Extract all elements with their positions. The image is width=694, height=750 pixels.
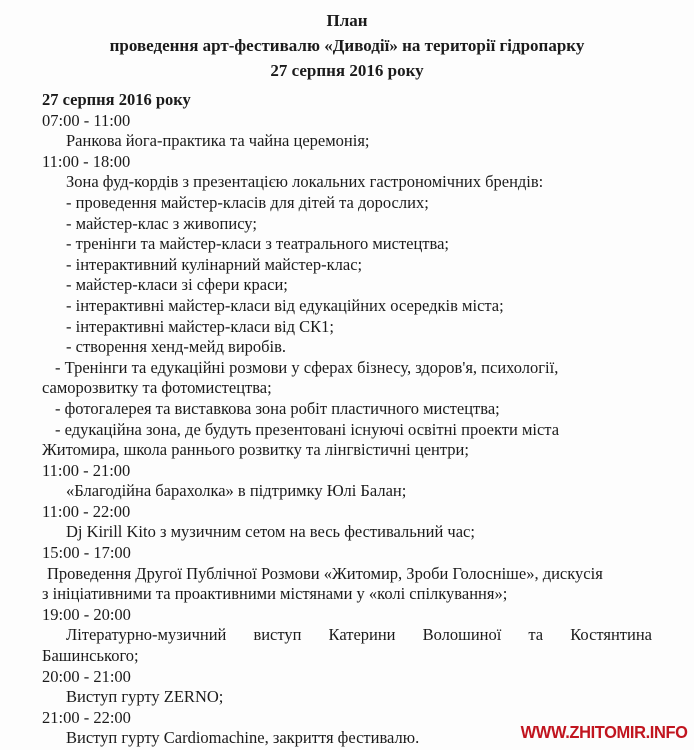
schedule-line-subbullet: - фотогалерея та виставкова зона робіт пластичного мистецтва;: [55, 398, 500, 418]
schedule-line-item: Виступ гурту ZERNO;: [66, 687, 224, 707]
schedule-line-subbullet: - едукаційна зона, де будуть презентовані існуючі освітні проекти міста Житомира, школа раннього розвитку та лінгвістичні центри;: [42, 419, 560, 460]
schedule-line-justify: Літературно-музичний виступ Катерини Волошиної та Костянтина Башинського;: [42, 625, 652, 666]
schedule-line-hang: Проведення Другої Публічної Розмови «Житомир, Зроби Голосніше», дискусія з ініціативними та проактивними містянами у «колі спілкування»;: [42, 563, 603, 604]
schedule-line-subbullet: - Тренінги та едукаційні розмови у сферах бізнесу, здоров'я, психології, саморозвитку та фотомистецтва;: [42, 357, 559, 398]
schedule-line-heading: 27 серпня 2016 року: [42, 90, 191, 109]
schedule-line-item: Зона фуд-кордів з презентацією локальних гастрономічних брендів:: [66, 172, 544, 192]
schedule-line-bullet: - інтерактивні майстер-класи від едукаційних осередків міста;: [66, 295, 504, 315]
schedule-line-time: 21:00 - 22:00: [42, 707, 131, 727]
schedule-line-time: 11:00 - 22:00: [42, 501, 131, 521]
title-line-2: проведення арт-фестивалю «Диводії» на території гідропарку: [109, 36, 585, 55]
schedule-line-time: 07:00 - 11:00: [42, 110, 131, 130]
title-line-1: План: [326, 11, 368, 30]
schedule: [42, 90, 652, 749]
schedule-line-item: «Благодійна барахолка» в підтримку Юлі Балан;: [66, 481, 407, 501]
schedule-line-bullet: - інтерактивні майстер-класи від СК1;: [66, 316, 334, 336]
schedule-line-bullet: - проведення майстер-класів для дітей та дорослих;: [66, 192, 429, 212]
schedule-line-time: 15:00 - 17:00: [42, 543, 131, 563]
schedule-line-item: Виступ гурту Cardiomachine, закриття фестивалю.: [66, 728, 420, 748]
schedule-line-time: 11:00 - 21:00: [42, 460, 131, 480]
schedule-line-bullet: - тренінги та майстер-класи з театрального мистецтва;: [66, 234, 449, 254]
title-line-3: 27 серпня 2016 року: [270, 61, 424, 80]
justified-line: Літературно-музичний виступ Катерини Волошиної та Костянтина: [66, 625, 652, 645]
watermark-text: WWW.ZHITOMIR.INFO: [521, 722, 688, 742]
schedule-line-bullet: - майстер-клас з живопису;: [66, 213, 257, 233]
document-title: [20, 8, 674, 83]
schedule-line-item: Ранкова йога-практика та чайна церемонія;: [66, 131, 370, 151]
schedule-line-time: 11:00 - 18:00: [42, 151, 131, 171]
schedule-line-bullet: - створення хенд-мейд виробів.: [66, 337, 287, 357]
schedule-line-bullet: - майстер-класи зі сфери краси;: [66, 275, 288, 295]
schedule-line-item: Dj Kirill Kito з музичним сетом на весь фестивальний час;: [66, 522, 475, 542]
schedule-line-time: 20:00 - 21:00: [42, 666, 131, 686]
schedule-line-time: 19:00 - 20:00: [42, 604, 131, 624]
schedule-line-bullet: - інтерактивний кулінарний майстер-клас;: [66, 254, 363, 274]
